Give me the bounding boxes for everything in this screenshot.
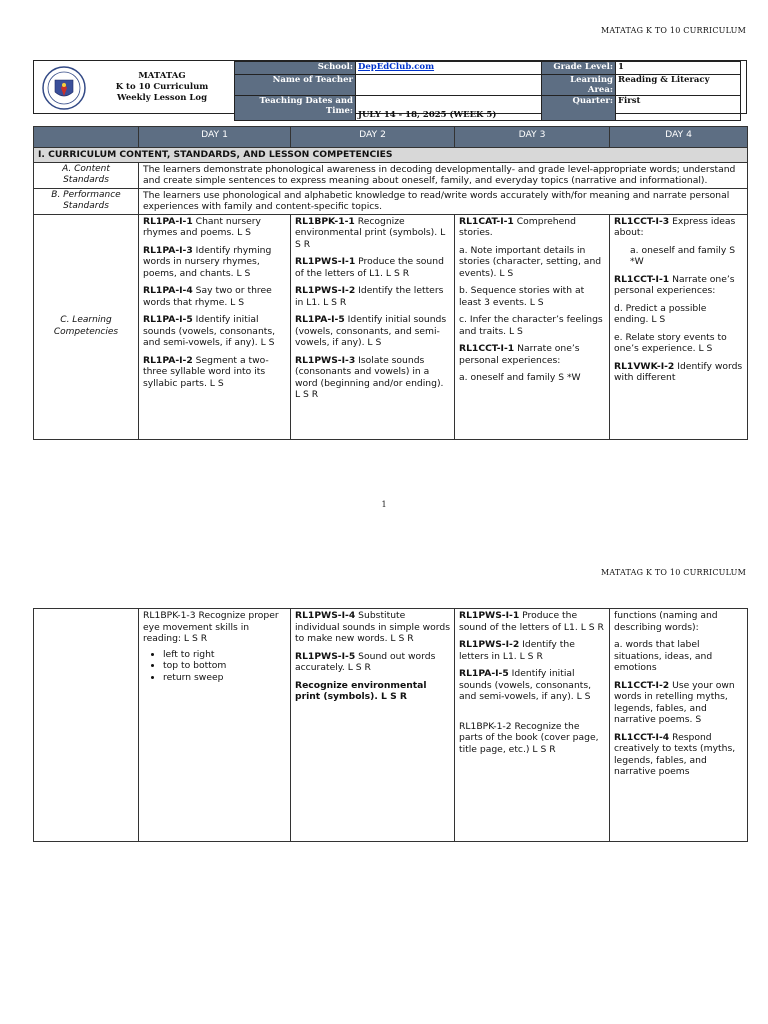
- competency-item: RL1PA-I-2 Segment a two-three syllable word into its syllabic parts. L S: [143, 354, 269, 389]
- day4-competencies: [610, 214, 748, 439]
- competency-subitem: a. words that label situations, ideas, and emotions: [614, 639, 713, 673]
- page-number: 1: [381, 500, 387, 509]
- title-line: K to 10 Curriculum: [115, 82, 209, 92]
- competency-item: RL1CAT-I-1 Comprehend stories.: [459, 215, 576, 238]
- eye-movement-list: [143, 649, 286, 684]
- competency-item: RL1PWS-I-4 Substitute individual sounds in simple words to make new words. L S R: [295, 610, 451, 644]
- competency-item: RL1PA-I-5 Identify initial sounds (vowels, consonants, and semi-vowels, if any). L S: [143, 314, 276, 348]
- content-standards-label: A. Content Standards: [34, 162, 139, 188]
- day2-competencies-continued: [291, 609, 455, 842]
- competency-item: RL1PWS-I-2 Identify the letters in L1. L S R: [459, 639, 575, 662]
- competency-item: RL1CCT-I-2 Use your own words in retelling myths, legends, fables, and narrative poems. S: [614, 679, 735, 725]
- competency-subitem: a. oneself and family S *W: [630, 244, 736, 267]
- day4-competencies-continued: [610, 609, 748, 842]
- grade-value: 1: [616, 62, 741, 75]
- title-line: MATATAG: [138, 71, 186, 81]
- competency-subitem: a. Note important details in stories (character, setting, and events). L S: [459, 244, 602, 279]
- day-header: DAY 3: [455, 127, 610, 148]
- header-title: [96, 71, 228, 104]
- competency-subitem: c. Infer the character’s feelings and traits. L S: [459, 314, 603, 337]
- performance-standards-label: B. Performance Standards: [34, 188, 139, 214]
- competency-item: RL1CCT-I-4 Respond creatively to texts (myths, legends, fables, and narrative poems: [614, 731, 736, 777]
- quarter-value: First: [616, 96, 741, 121]
- competency-item: RL1BPK-1-2 Recognize the parts of the book (cover page, title page, etc.) L S R: [459, 720, 599, 755]
- competency-item: RL1CCT-I-1 Narrate one’s personal experiences:: [614, 273, 735, 296]
- competency-subitem: a. oneself and family S *W: [459, 372, 581, 383]
- day1-competencies: [139, 214, 291, 439]
- dates-label: Teaching Dates and Time:: [235, 96, 356, 121]
- school-value: [356, 62, 542, 75]
- header-logo-area: [34, 61, 234, 113]
- competency-item: RL1PWS-I-1 Produce the sound of the letters of L1. L S R: [459, 610, 604, 633]
- performance-standards-text: The learners use phonological and alphabetic knowledge to read/write words accurately with/for meaning and narrate personal experiences with family and content-specific topics.: [139, 188, 748, 214]
- quarter-label: Quarter:: [542, 96, 616, 121]
- list-item: • left to right: [163, 649, 286, 661]
- competency-item: RL1PA-I-3 Identify rhyming words in nursery rhymes, poems, and chants. L S: [143, 244, 272, 279]
- section-title: I. CURRICULUM CONTENT, STANDARDS, AND LESSON COMPETENCIES: [34, 148, 748, 163]
- competency-item: RL1PWS-I-1 Produce the sound of the letters of L1. L S R: [295, 256, 444, 279]
- row-label-continued: [34, 609, 139, 842]
- header-info-table: [234, 61, 741, 121]
- day-header-blank: [34, 127, 139, 148]
- competency-subitem: e. Relate story events to one’s experience. L S: [614, 331, 727, 354]
- title-line: Weekly Lesson Log: [116, 93, 208, 103]
- competency-item: RL1PA-I-4 Say two or three words that rhyme. L S: [143, 285, 272, 308]
- competency-item: RL1PWS-I-3 Isolate sounds (consonants and vowels) in a word (beginning and/or ending). L S R: [295, 354, 444, 400]
- day-header: DAY 4: [610, 127, 748, 148]
- competency-item: RL1VWK-I-2 Identify words with different: [614, 360, 743, 383]
- day2-competencies: [291, 214, 455, 439]
- lesson-table-page1: [33, 126, 748, 440]
- competency-subitem: functions (naming and describing words):: [614, 610, 718, 633]
- dates-value: JULY 14 - 18, 2025 (WEEK 5): [356, 96, 542, 121]
- area-label: Learning Area:: [542, 75, 616, 96]
- competency-subitem: d. Predict a possible ending. L S: [614, 302, 707, 325]
- competency-item: RL1BPK-1-1 Recognize environmental print (symbols). L S R: [295, 215, 446, 250]
- teacher-label: Name of Teacher: [235, 75, 356, 96]
- deped-seal-icon: [42, 66, 86, 110]
- day-header: DAY 2: [291, 127, 455, 148]
- content-standards-text: The learners demonstrate phonological awareness in decoding developmentally- and grade level-appropriate words; understand and create simple sentences to express meaning about oneself, family, and everyday topics (narrative and informational).: [139, 162, 748, 188]
- teacher-value: [356, 75, 542, 96]
- day3-competencies-continued: [455, 609, 610, 842]
- competency-item: RL1CCT-I-3 Express ideas about:: [614, 215, 736, 238]
- competency-item: RL1CCT-I-1 Narrate one’s personal experiences:: [459, 343, 580, 366]
- day-header: DAY 1: [139, 127, 291, 148]
- running-header: MATATAG K TO 10 CURRICULUM: [600, 26, 746, 35]
- learning-competencies-label: C. Learning Competencies: [34, 214, 139, 439]
- competency-item: RL1PA-I-5 Identify initial sounds (vowels, consonants, and semi- vowels, if any). L S: [295, 314, 447, 348]
- competency-item: RL1BPK-1-3 Recognize proper eye movement skills in reading: L S R: [143, 610, 279, 644]
- competency-subitem: b. Sequence stories with at least 3 events. L S: [459, 285, 585, 308]
- lesson-table-page2: [33, 608, 748, 842]
- day1-competencies-continued: [139, 609, 291, 842]
- school-label: School:: [235, 62, 356, 75]
- running-header: MATATAG K TO 10 CURRICULUM: [600, 568, 746, 577]
- competency-item: Recognize environmental print (symbols). L S R: [295, 679, 427, 702]
- area-value: Reading & Literacy: [616, 75, 741, 96]
- competency-item: RL1PWS-I-5 Sound out words accurately. L S R: [295, 650, 436, 673]
- list-item: • top to bottom: [163, 660, 286, 672]
- grade-label: Grade Level:: [542, 62, 616, 75]
- competency-item: RL1PA-I-5 Identify initial sounds (vowels, consonants, and semi-vowels, if any). L S: [459, 668, 592, 702]
- school-link[interactable]: DepEdClub.com: [358, 62, 435, 72]
- lesson-log-header: [33, 60, 747, 120]
- day3-competencies: [455, 214, 610, 439]
- competency-item: RL1PA-I-1 Chant nursery rhymes and poems. L S: [143, 215, 261, 238]
- competency-item: RL1PWS-I-2 Identify the letters in L1. L S R: [295, 285, 444, 308]
- list-item: • return sweep: [163, 672, 286, 684]
